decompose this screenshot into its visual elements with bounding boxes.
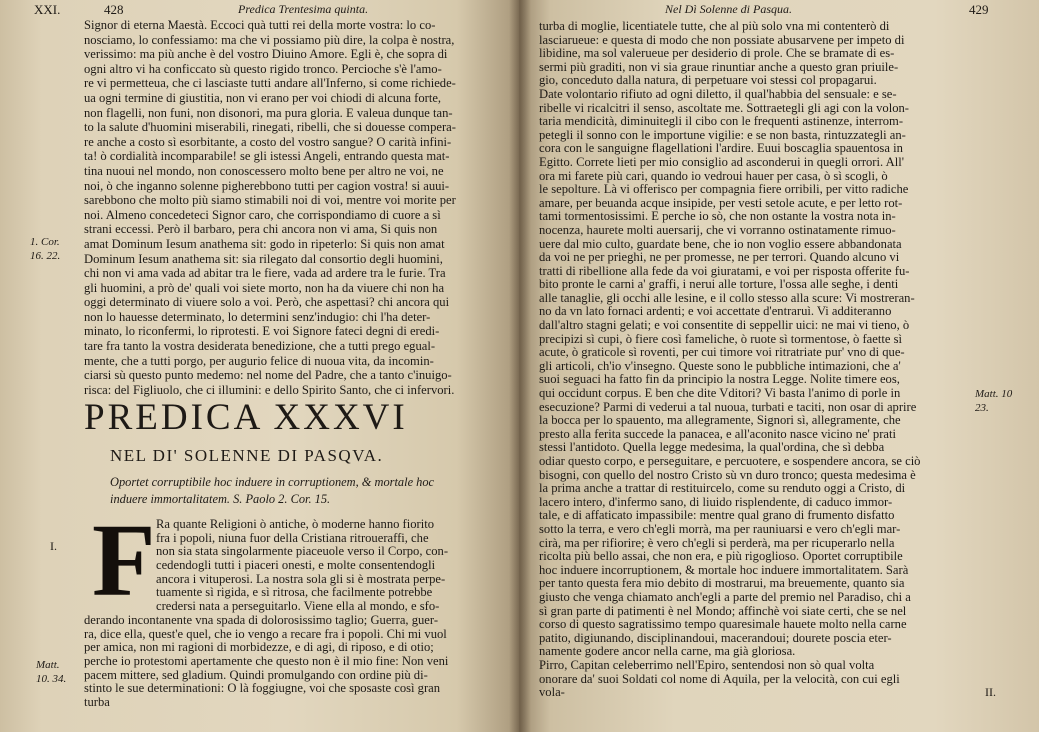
text-line: bito pronte le carni a' graffi, i nerui alle torture, l'ossa alle seghe, i denti <box>539 278 899 292</box>
text-line: gio, conceduto dalla natura, di perpetuare voi stessi col propagarui. <box>539 74 877 88</box>
text-line: mente, che a tutti porgo, per augurio felice di nuoua vita, da incomin- <box>84 353 434 368</box>
text-line: libidine, ma sol valerueue per desiderio di prole. Che se bramate di es- <box>539 47 895 61</box>
text-line: la prima anche a trattar di restituircelo, come su renduto oggi a Cristo, di <box>539 482 906 496</box>
text-line: corso di questo sagratissimo tempo quaresimale hauete molto nella carne <box>539 618 907 632</box>
text-line: tare fra tanto la vostra desiderata benedizione, che a tutti prego egual- <box>84 339 436 354</box>
text-line: petegli il sonno con le importune vigilie: e se non basta, rintuzzategli an- <box>539 128 906 142</box>
left-body-text <box>84 503 504 710</box>
text-line: alle tanaglie, gli occhi alle lesine, e il collo stesso alla scure: Vi mostreran- <box>539 291 915 305</box>
text-line: patito, digiunando, disciplinandoui, macerandoui; dourete poscia eter- <box>539 631 892 645</box>
text-line: stessi l'antidoto. Quella legge medesima, la qual'ordina, che sì debba <box>539 441 885 455</box>
text-line: ribelle vi ricalcitri il senso, ascoltate me. Sottraetegli gli agi con la volon- <box>539 101 910 115</box>
page-number-right: 429 <box>969 2 989 17</box>
text-line: to la salute d'huomini miserabili, rinegati, ribelli, che si douesse compera- <box>84 120 456 135</box>
text-line: uere dal mio culto, guardate bene, che io non voglio essere abbandonata <box>539 237 902 251</box>
text-line: da voi ne per prieghi, ne per promesse, ne per terrori. Quando alcuno vi <box>539 251 900 265</box>
text-line: ta! ò cordialità incomparabile! se gli istessi Angeli, entrando questa mat- <box>84 149 450 164</box>
text-line: onorare da' suoi Soldati col nome di Aquila, per la velocità, con cui egli <box>539 672 900 686</box>
text-line: ricolta più bello assai, che non era, e più rigoglioso. Oportet corruptibile <box>539 550 903 564</box>
text-line: lasciarueue: e questa di modo che non possiate abusarvene per impeto di <box>539 33 905 47</box>
text-line: ancora i vituperosi. La nostra sola gli si è mostrata perpe- <box>156 572 446 586</box>
text-line: non flagelli, non funi, non disonori, ma pura gloria. E valeua dunque tan- <box>84 105 453 120</box>
left-page <box>0 0 519 732</box>
book-gutter <box>509 0 531 732</box>
text-line: tuamente sì rigida, e sì ritrosa, che facilmente potrebbe <box>156 586 433 600</box>
text-line: cirà, ma per rifiorire; è vero ch'egli si perderà, ma per ricuperarlo nella <box>539 536 895 550</box>
sermon-subtitle: NEL DI' SOLENNE DI PASQVA. <box>110 446 384 465</box>
text-line: hoc induere incorruptionem, & mortale hoc induere immortalitatem. Sarà <box>539 563 909 577</box>
text-line: strani eccessi. Però il barbaro, pera chi ancora non vi ama, Si quis non <box>84 222 438 237</box>
text-line: re anche a costo sì esorbitante, a costo del vostro sangue? O carità infini- <box>84 134 452 149</box>
text-line: ciarsi sù questo punto medemo: nel nome del Padre, che a tanto c'inuigo- <box>84 368 452 383</box>
running-head-right: Nel Dì Solenne di Pasqua. <box>665 2 792 16</box>
text-line: perche io protestomi apertamente che questo non è il mio fine: Non veni <box>84 654 449 668</box>
text-line: turba <box>84 695 110 709</box>
text-line: Date volontario rifiuto ad ogni diletto, il qual'habbia del sensuale: e se- <box>539 87 897 101</box>
text-line: risca: del Figliuolo, che ci illumini: e dello Spirito Santo, che ci infervori. <box>84 382 455 397</box>
margin-citation: 16. 22. <box>30 250 61 262</box>
text-line: ogni altro vi ha conficcato sù questo rigido tronco. Percioche s'è l'amo- <box>84 61 442 76</box>
text-line: verissimo: ma più anche è del vostro Diuino Amore. Egli è, che sopra di <box>84 47 448 62</box>
section-mark: XXI. <box>34 2 61 17</box>
text-line: gli huomini, a prò de' quali voi siete morto, non ha da viuere chi non ha <box>84 280 445 295</box>
text-line: taria mendicità, diminuitegli il cibo con le frequenti astinenze, interrom- <box>539 115 904 129</box>
text-line: induere immortalitatem. S. Paolo 2. Cor. 15. <box>110 492 331 506</box>
text-line: suoi seguaci ha fatto fin da principio la nostra Legge. Nolite timere eos, <box>539 373 900 387</box>
text-line: Ra quante Religioni ò antiche, ò moderne hanno fiorito <box>156 518 435 531</box>
text-line: vola- <box>539 686 565 700</box>
text-line: gli articoli, ch'io v'insegno. Queste sono le pubbliche intimazioni, che a' <box>539 359 901 373</box>
text-line: derando incontanente vna spada di dolorosissimo taglio; Guerra, guer- <box>84 613 439 627</box>
text-line: cora con le sanguigne flagellationi l'ardire. Euui boscaglia spauentosa in <box>539 142 903 156</box>
text-line: cedendogli tutti i piaceri onesti, e molte consentendogli <box>156 559 436 573</box>
right-page <box>519 0 1039 732</box>
margin-citation: Matt. 10 <box>975 388 1013 400</box>
text-line: tina nuoui nel mondo, non conoscessero molto bene per altro ne voi, ne <box>84 163 444 178</box>
text-line: sì gran parte di patimenti è nel Mondo; affinchè voi siate certi, che se nel <box>539 604 907 618</box>
text-line: Pirro, Capitan celeberrimo nell'Epiro, sentendosi non sò qual volta <box>539 658 875 672</box>
text-line: Egitto. Correte lieti per mio consiglio ad asconderui in quegli orrori. All' <box>539 155 904 169</box>
text-line: per amica, non mi ragioni di morbidezze, e di agi, di riposo, e di otio; <box>84 641 434 655</box>
sermon-title: PREDICA XXXVI <box>84 397 408 438</box>
text-line: per tanto questa fera mio debito di mostrarui, ma breuemente, quanto sia <box>539 577 905 591</box>
text-line: sermi più graditi, non vi sia graue rinuntiar anche a questo gran priuile- <box>539 60 899 74</box>
text-line: bisogni, con quello del nostro Cristo sù vn duro tronco; questa medesima è <box>539 468 916 482</box>
text-line: esecuzione? Parmi di vederui a tal nuoua, turbati e taciti, non osar di aprire <box>539 400 917 414</box>
text-line: qui occidunt corpus. E ben che dite Vditori? Vi basta l'animo di porle in <box>539 387 901 401</box>
text-line: odiar questo corpo, e perseguitare, e percuotere, e sospendere ancora, se ciò <box>539 455 921 468</box>
margin-citation: 10. 34. <box>36 673 67 685</box>
text-line: noi, ò che inganno solenne pigherebbono tutti per cagion vostra! si auui- <box>84 178 450 193</box>
margin-citation: 23. <box>975 402 989 414</box>
text-line: acute, ò graticole sì roventi, per cui timore voi ritratriate pur' vno di que- <box>539 346 905 360</box>
paragraph-mark: I. <box>50 539 57 553</box>
text-line: namente godere ancor nella carne, ma già gloriosa. <box>539 645 796 659</box>
text-line: la bocca per lo spauento, ma allegramente, Signori sì, allegramente, che <box>539 414 901 428</box>
text-line: re vi permetteua, che ci lasciaste tutti andare all'Inferno, si come richiede- <box>84 76 456 91</box>
text-line: non lo hauesse determinato, lo determini senz'indugio: chi l'ha deter- <box>84 309 431 324</box>
text-line: oggi determinato di viuere solo a voi. Però, che aspettasi? chi ancora qui <box>84 295 450 310</box>
text-line: dall'altro stagni gelati; e voi consentite di seppellir uici: ne mai vi tieno, ò <box>539 319 910 333</box>
text-line: le sepolture. Là vi offerisco per compagnia fiere orribili, per vitto radiche <box>539 183 909 197</box>
text-line: sotto la terra, e vero ch'egli morrà, ma per rauniuarsi e vero ch'egli mar- <box>539 522 901 536</box>
text-line: ora mi farete più cari, quando io vedroui hauer per casa, ò sì scogli, ò <box>539 169 888 183</box>
left-top-text <box>84 18 504 397</box>
text-line: nosciamo, lo confessiamo: ma che vi possiamo più dire, la colpa è nostra, <box>84 32 455 47</box>
text-line: nocenza, haurete molti auersarij, che vi vorranno ostinatamente rimuo- <box>539 223 896 237</box>
text-line: giusto che venga chiamato anch'egli a parte del premio nel Paradiso, chi a <box>539 590 911 604</box>
text-line: amare, per beuanda acque insipide, per vesti setole acute, e per letto rot- <box>539 196 903 210</box>
page-number-left: 428 <box>104 2 124 17</box>
paragraph-mark: II. <box>985 685 996 699</box>
text-line: tratti di ribellione alla fede da voi giuratami, e voi per risposta offerite fu- <box>539 264 910 278</box>
text-line: sarebbono che molto più siamo stimabili noi di voi, mentre voi morite per <box>84 193 456 208</box>
text-line: turba di moglie, licentiatele tutte, che al più solo vna mi contenterò di <box>539 20 890 33</box>
text-line: fra i popoli, niuna fuor della Cristiana ritroueraffi, che <box>156 531 429 545</box>
right-page-text <box>539 20 971 700</box>
text-line: non sia stata singolarmente piaceuole verso il Corpo, con- <box>156 545 449 559</box>
text-line: Dominum Iesum anathema sit: sia rilegato dal consortio degli huomini, <box>84 251 443 266</box>
text-line: tale, e di affaticato impassibile: mentre qual grano di frumento disfatto <box>539 509 895 523</box>
text-line: Oportet corruptibile hoc induere in corruptionem, & mortale hoc <box>110 475 435 489</box>
text-line: tami tormentosissimi. E perche io sò, che non ostante la vostra nota in- <box>539 210 896 224</box>
text-line: presto alla ferita succede la panacea, e all'aconito nasce vicino ne' prati <box>539 427 896 441</box>
text-line: minato, lo riconfermi, lo riprotesti. E voi Signore fateci degni di eredi- <box>84 324 440 339</box>
margin-citation: Matt. <box>36 659 60 671</box>
margin-citation: 1. Cor. <box>30 236 60 248</box>
text-line: pacem mittere, sed gladium. Quindi promulgando con ordine più di- <box>84 668 428 682</box>
text-line: ra, dice ella, quest'e quel, che io vengo a recare fra i popoli. Chi mi vuol <box>84 627 447 641</box>
text-line: ua ogni termine di giustitia, non vi erano per voi chiodi di alcuna forte, <box>84 90 442 105</box>
drop-cap: F <box>92 503 156 618</box>
epigraph <box>110 474 510 508</box>
running-head-left: Predica Trentesima quinta. <box>238 2 369 16</box>
text-line: stinto le sue determinationi: O là foggiugne, voi che sposaste così gran <box>84 682 441 696</box>
text-line: amat Dominum Iesum anathema sit: godo in ripeterlo: Si quis non amat <box>84 236 445 251</box>
text-line: noi. Almeno concedeteci Signor caro, che corrispondiamo di cuore a sì <box>84 207 441 222</box>
text-line: Signor di eterna Maestà. Eccoci quà tutti rei della morte vostra: lo co- <box>84 18 436 32</box>
text-line: credersi nata a perseguitarlo. Viene ella al mondo, e sfo- <box>156 600 440 614</box>
text-line: chi non vi ama vada ad abitar tra le fiere, vada ad ardere tra le furie. Tra <box>84 266 446 281</box>
text-line: no da vn lato fornaci ardenti; e voi accettate d'entraruì. Vi additeranno <box>539 305 892 319</box>
text-line: lacero intero, d'infermo sano, di liuido risplendente, di caduco immor- <box>539 495 893 509</box>
text-line: precipizi sì cupi, ò fiere così fameliche, ò ruote sì tormentose, ò faette sì <box>539 332 902 346</box>
